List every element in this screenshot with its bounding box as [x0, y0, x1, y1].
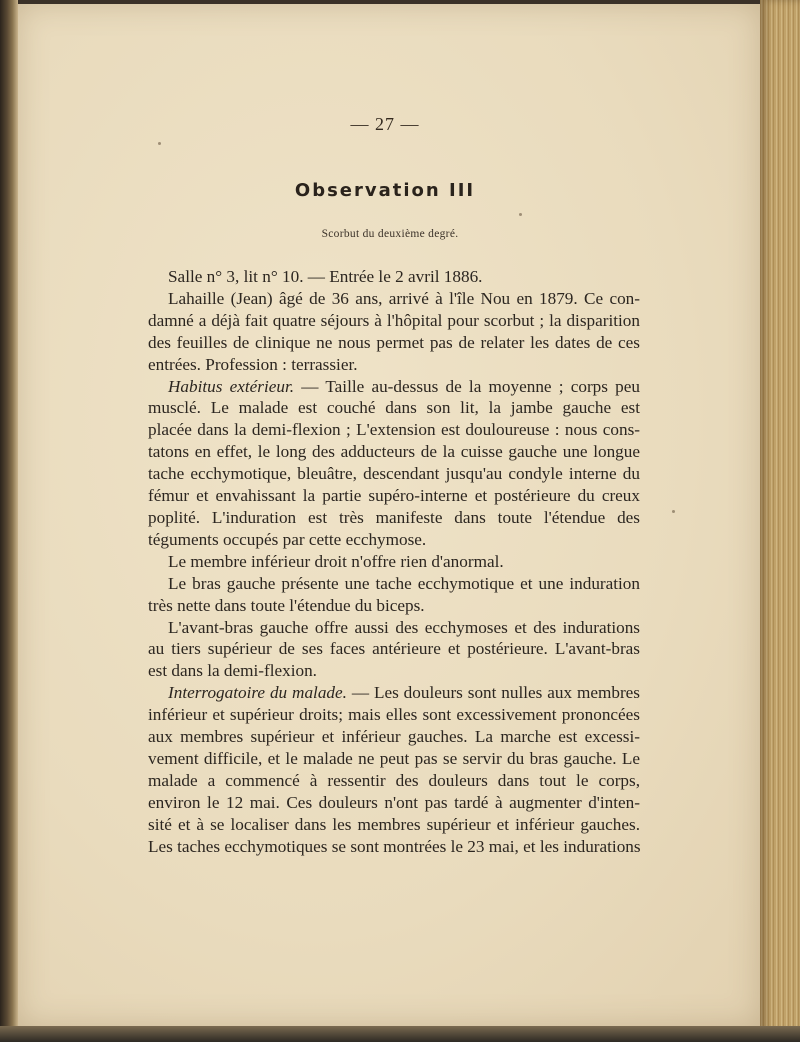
- text-line: [148, 814, 640, 836]
- text-line: [148, 376, 640, 398]
- text-line: [148, 507, 640, 529]
- line-text: — Taille au-dessus de la moyenne ; corps peu: [294, 376, 640, 396]
- line-text: Les taches ecchymotiques se sont montrées le 23 mai, et les indurations: [148, 836, 641, 856]
- italic-heading: Habitus extérieur.: [168, 376, 295, 396]
- paper-speck: [519, 213, 522, 216]
- text-line: [148, 573, 640, 595]
- page-number: — 27 —: [350, 114, 420, 134]
- line-text: fémur et envahissant la partie supéro-interne et postérieure du creux: [148, 486, 640, 506]
- line-text: téguments occupés par cette ecchymose.: [148, 529, 427, 549]
- text-line: [148, 682, 640, 704]
- text-line: [148, 704, 640, 726]
- line-text: Le bras gauche présente une tache ecchymotique et une induration: [168, 573, 640, 593]
- text-line: [148, 441, 640, 463]
- page-stack-edge: [760, 0, 800, 1042]
- text-line: [148, 288, 640, 310]
- text-line: [148, 748, 640, 770]
- text-line: [148, 332, 640, 354]
- line-text: entrées. Profession : terrassier.: [148, 354, 358, 374]
- line-text: Salle n° 3, lit n° 10. — Entrée le 2 avril 1886.: [168, 267, 483, 286]
- line-text: très nette dans toute l'étendue du biceps.: [148, 595, 425, 615]
- text-line: [148, 419, 640, 441]
- text-line: [148, 551, 640, 573]
- paper-speck: [158, 142, 161, 145]
- line-text: au tiers supérieur de ses faces antérieure et postérieure. L'avant-bras: [148, 639, 640, 659]
- text-line: [148, 726, 640, 748]
- text-line: [148, 638, 640, 660]
- line-text: tache ecchymotique, bleuâtre, descendant jusqu'au condyle interne du: [148, 464, 640, 484]
- text-line: [148, 463, 640, 485]
- line-text: — Les douleurs sont nulles aux membres: [346, 683, 640, 703]
- text-line: [148, 397, 640, 419]
- line-text: vement difficile, et le malade ne peut pas se servir du bras gauche. Le: [148, 748, 640, 768]
- line-text: inférieur et supérieur droits; mais elles sont excessivement prononcées: [148, 705, 640, 725]
- text-line: [148, 660, 640, 682]
- line-text: est dans la demi-flexion.: [148, 661, 317, 681]
- book-bottom-edge: [0, 1026, 800, 1042]
- text-line: [148, 354, 640, 376]
- line-text: aux membres supérieur et inférieur gauches. La marche est excessi-: [148, 727, 640, 747]
- text-line: [148, 836, 640, 858]
- line-text: tatons en effet, le long des adducteurs de la cuisse gauche une longue: [148, 442, 640, 462]
- line-text: musclé. Le malade est couché dans son lit, la jambe gauche est: [148, 398, 640, 418]
- text-line: [148, 310, 640, 332]
- line-text: Le membre inférieur droit n'offre rien d'anormal.: [168, 551, 504, 571]
- book-spine-edge: [0, 0, 18, 1042]
- line-text: L'avant-bras gauche offre aussi des ecchymoses et des indurations: [168, 617, 640, 637]
- observation-body: [148, 266, 640, 857]
- italic-heading: Interrogatoire du malade.: [168, 683, 347, 703]
- line-text: placée dans la demi-flexion ; L'extension est douloureuse : nous cons-: [148, 420, 640, 440]
- line-text: environ le 12 mai. Ces douleurs n'ont pas tardé à augmenter d'inten-: [148, 792, 640, 812]
- text-line: [148, 529, 640, 551]
- text-line: [148, 770, 640, 792]
- line-text: sité et à se localiser dans les membres supérieur et inférieur gauches.: [148, 814, 640, 834]
- line-text: damné a déjà fait quatre séjours à l'hôpital pour scorbut ; la disparition: [148, 310, 640, 330]
- line-text: poplité. L'induration est très manifeste dans toute l'étendue des: [148, 507, 640, 527]
- text-line: [148, 266, 640, 288]
- line-text: Lahaille (Jean) âgé de 36 ans, arrivé à l'île Nou en 1879. Ce con-: [168, 288, 640, 308]
- observation-subtitle: Scorbut du deuxième degré.: [321, 228, 459, 240]
- observation-title: Observation III: [294, 180, 476, 201]
- text-line: [148, 595, 640, 617]
- paper-speck: [672, 510, 675, 513]
- line-text: malade a commencé à ressentir des douleurs dans tout le corps,: [148, 770, 640, 790]
- text-line: [148, 617, 640, 639]
- text-line: [148, 792, 640, 814]
- text-line: [148, 485, 640, 507]
- line-text: des feuilles de clinique ne nous permet pas de relater les dates de ces: [148, 332, 640, 352]
